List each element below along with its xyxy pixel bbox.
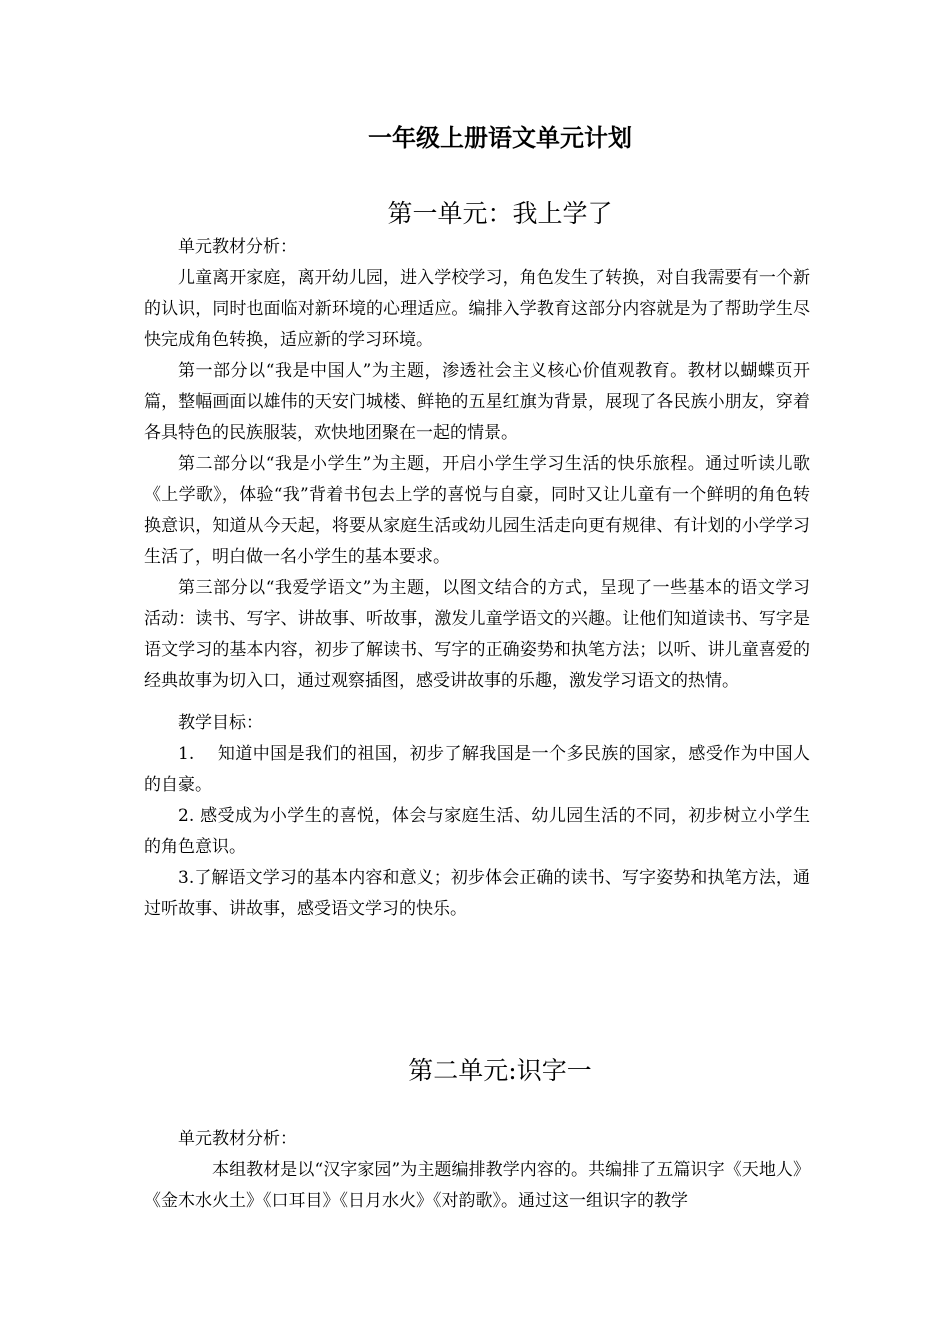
unit1-goals-label: 教学目标：: [178, 713, 263, 733]
unit1-paragraph-3: 第二部分以“我是小学生”为主题，开启小学生学习生活的快乐旅程。通过听读儿歌 《上学歌》，体验“我”背着书包去上学的喜悦与自豪，同时又让儿童有一个鲜明的角色转 换意识，知道从今天起，将要从家庭生活或幼儿园生活走向更有规律、有计划的小学学习生活了，明白做一名小学生的基本要求。: [144, 454, 810, 567]
unit2-title: 第二单元:识字一: [408, 1056, 592, 1085]
unit1-goal-3: 3.了解语文学习的基本内容和意义；初步体会正确的读书、写字姿势和执笔方法，通过听故事、讲故事，感受语文学习的快乐。: [144, 868, 810, 919]
unit2-analysis-section: [144, 1124, 810, 1217]
unit1-paragraph-2: 第一部分以“我是中国人”为主题，渗透社会主义核心价值观教育。教材以蝴蝶页开篇，整幅画面以雄伟的天安门城楼、鲜艳的五星红旗为背景，展现了各民族小朋友，穿着各具特色的民族服装，欢快地团聚在一起的情景。: [144, 361, 810, 443]
unit1-paragraph-1: 儿童离开家庭，离开幼儿园，进入学校学习，角色发生了转换，对自我需要有一个新 的认识，同时也面临对新环境的心理适应。编排入学教育这部分内容就是为了帮助学生尽 快完成角色转换，适应新的学习环境。: [144, 268, 810, 350]
unit2-analysis-label: 单元教材分析：: [178, 1129, 297, 1149]
unit1-goal-1: 1. 知道中国是我们的祖国，初步了解我国是一个多民族的国家，感受作为中国人的自豪。: [144, 744, 810, 795]
unit1-paragraph-4: 第三部分以“我爱学语文”为主题，以图文结合的方式，呈现了一些基本的语文学习 活动：读书、写字、讲故事、听故事，激发儿童学语文的兴趣。让他们知道读书、写字是 语文学习的基本内容，初步了解读书、写字的正确姿势和执笔方法；以听、讲儿童喜爱的 经典故事为切入口，通过观察插图，感受讲故事的乐趣，激发学习语文的热情。: [144, 578, 810, 691]
unit2-paragraph-1: 本组教材是以“汉字家园”为主题编排教学内容的。共编排了五篇识字《天地人》《金木水火土》《口耳目》《日月水火》《对韵歌》。通过这一组识字的教学: [144, 1160, 810, 1211]
unit1-analysis-label: 单元教材分析：: [178, 237, 297, 257]
unit1-title: 第一单元：我上学了: [387, 199, 613, 228]
unit1-goal-2: 2. 感受成为小学生的喜悦，体会与家庭生活、幼儿园生活的不同，初步树立小学生的角色意识。: [144, 806, 810, 857]
unit1-goals-section: [144, 708, 810, 925]
document-title: 一年级上册语文单元计划: [368, 123, 632, 152]
unit1-analysis-section: [144, 232, 810, 697]
